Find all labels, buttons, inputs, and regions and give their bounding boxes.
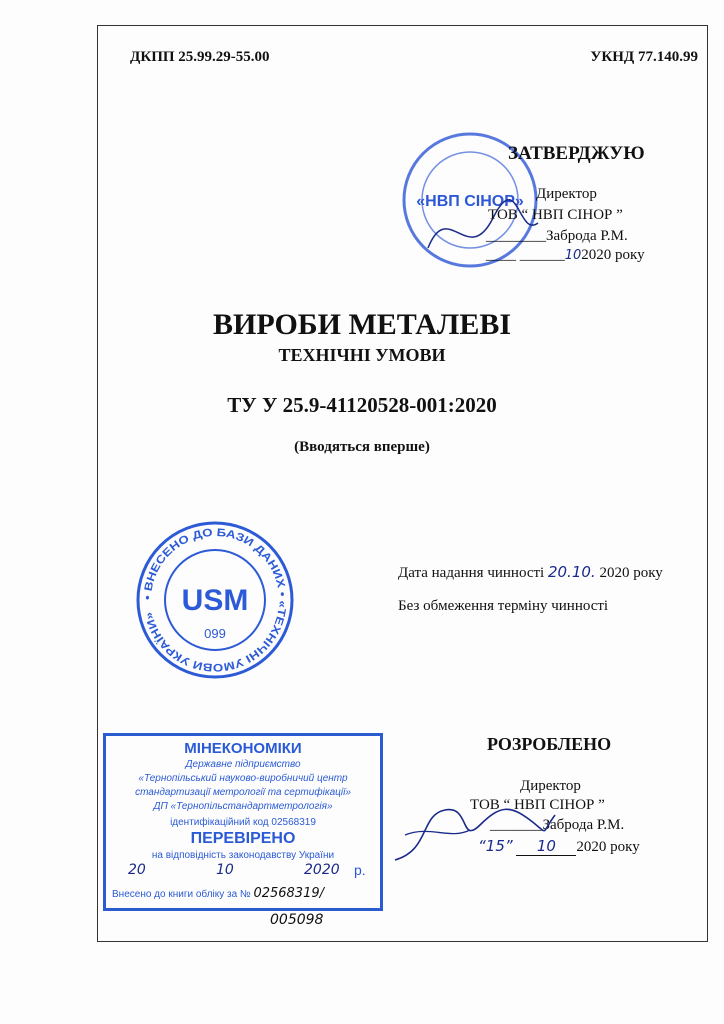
- document-subtitle: ТЕХНІЧНІ УМОВИ: [278, 345, 446, 365]
- ministry-verification-stamp: [103, 733, 383, 911]
- approval-date: [486, 247, 645, 264]
- developed-year: 2020 року: [576, 839, 640, 855]
- usm-number: 099: [204, 626, 226, 641]
- developed-month: 10: [516, 837, 576, 856]
- stamp-month: 10: [216, 862, 234, 878]
- signature-icon: [390, 795, 560, 870]
- validity-date: [398, 563, 663, 582]
- validity-date-handwritten: 20.10.: [547, 563, 596, 581]
- approval-company: ТОВ “ НВП СІНОР ”: [488, 207, 623, 223]
- approval-position: Директор: [536, 186, 597, 202]
- document-title: ВИРОБИ МЕТАЛЕВІ: [212, 308, 512, 341]
- stamp-r: р.: [354, 862, 366, 878]
- validity-date-year: 2020 року: [599, 565, 663, 581]
- stamp-line-1: Державне підприємство: [185, 759, 301, 770]
- stamp-checked: ПЕРЕВІРЕНО: [190, 830, 296, 847]
- developed-day: “15”: [478, 837, 513, 855]
- stamp-book-number-2: 005098: [270, 912, 324, 928]
- stamp-book-label: Внесено до книги обліку за №: [112, 889, 251, 900]
- uknd-code: УКНД 77.140.99: [590, 49, 698, 65]
- stamp-line-3: стандартизації метрології та сертифікації»: [135, 787, 351, 798]
- stamp-line-4: ДП «Тернопільстандартметрологія»: [153, 801, 333, 812]
- approval-name: ________Заброда Р.М.: [486, 228, 628, 244]
- date-blank: ____ ______: [486, 247, 565, 263]
- usm-logo: USM: [181, 584, 249, 617]
- usm-ring-text: • ВНЕСЕНО ДО БАЗИ ДАНИХ • «ТЕХНІЧНІ УМОВИ УКРАЇНИ»: [141, 526, 289, 674]
- stamp-line-5: ідентифікаційний код 02568319: [170, 817, 316, 828]
- stamp-book-number: 02568319/: [253, 886, 325, 901]
- developed-name: _______Заброда Р.М.: [490, 817, 625, 833]
- developed-position: Директор: [520, 778, 581, 794]
- developed-title: РОЗРОБЛЕНО: [487, 734, 612, 754]
- stamp-line-6: на відповідність законодавству України: [151, 850, 335, 861]
- date-month: 10: [564, 248, 582, 263]
- stamp-ministry: МІНЕКОНОМІКИ: [184, 740, 302, 757]
- usm-registry-stamp-icon: [135, 520, 295, 680]
- date-year: 2020 року: [581, 247, 645, 263]
- validity-term: Без обмеження терміну чинності: [398, 598, 609, 614]
- document-note: (Вводяться вперше): [294, 439, 430, 455]
- stamp-day: 20: [128, 862, 146, 878]
- validity-date-label: Дата надання чинності: [398, 565, 545, 581]
- stamp-year: 2020: [304, 862, 340, 878]
- seal-center-text: «НВП СІНОР»: [416, 193, 524, 210]
- developed-company: ТОВ “ НВП СІНОР ”: [470, 797, 605, 813]
- stamp-line-2: «Тернопільський науково-виробничий центр: [138, 773, 348, 784]
- approval-title: ЗАТВЕРДЖУЮ: [508, 143, 645, 164]
- stamp-book: [106, 886, 380, 901]
- dkpp-code: ДКПП 25.99.29-55.00: [130, 49, 270, 65]
- document-code: ТУ У 25.9-41120528-001:2020: [227, 393, 497, 417]
